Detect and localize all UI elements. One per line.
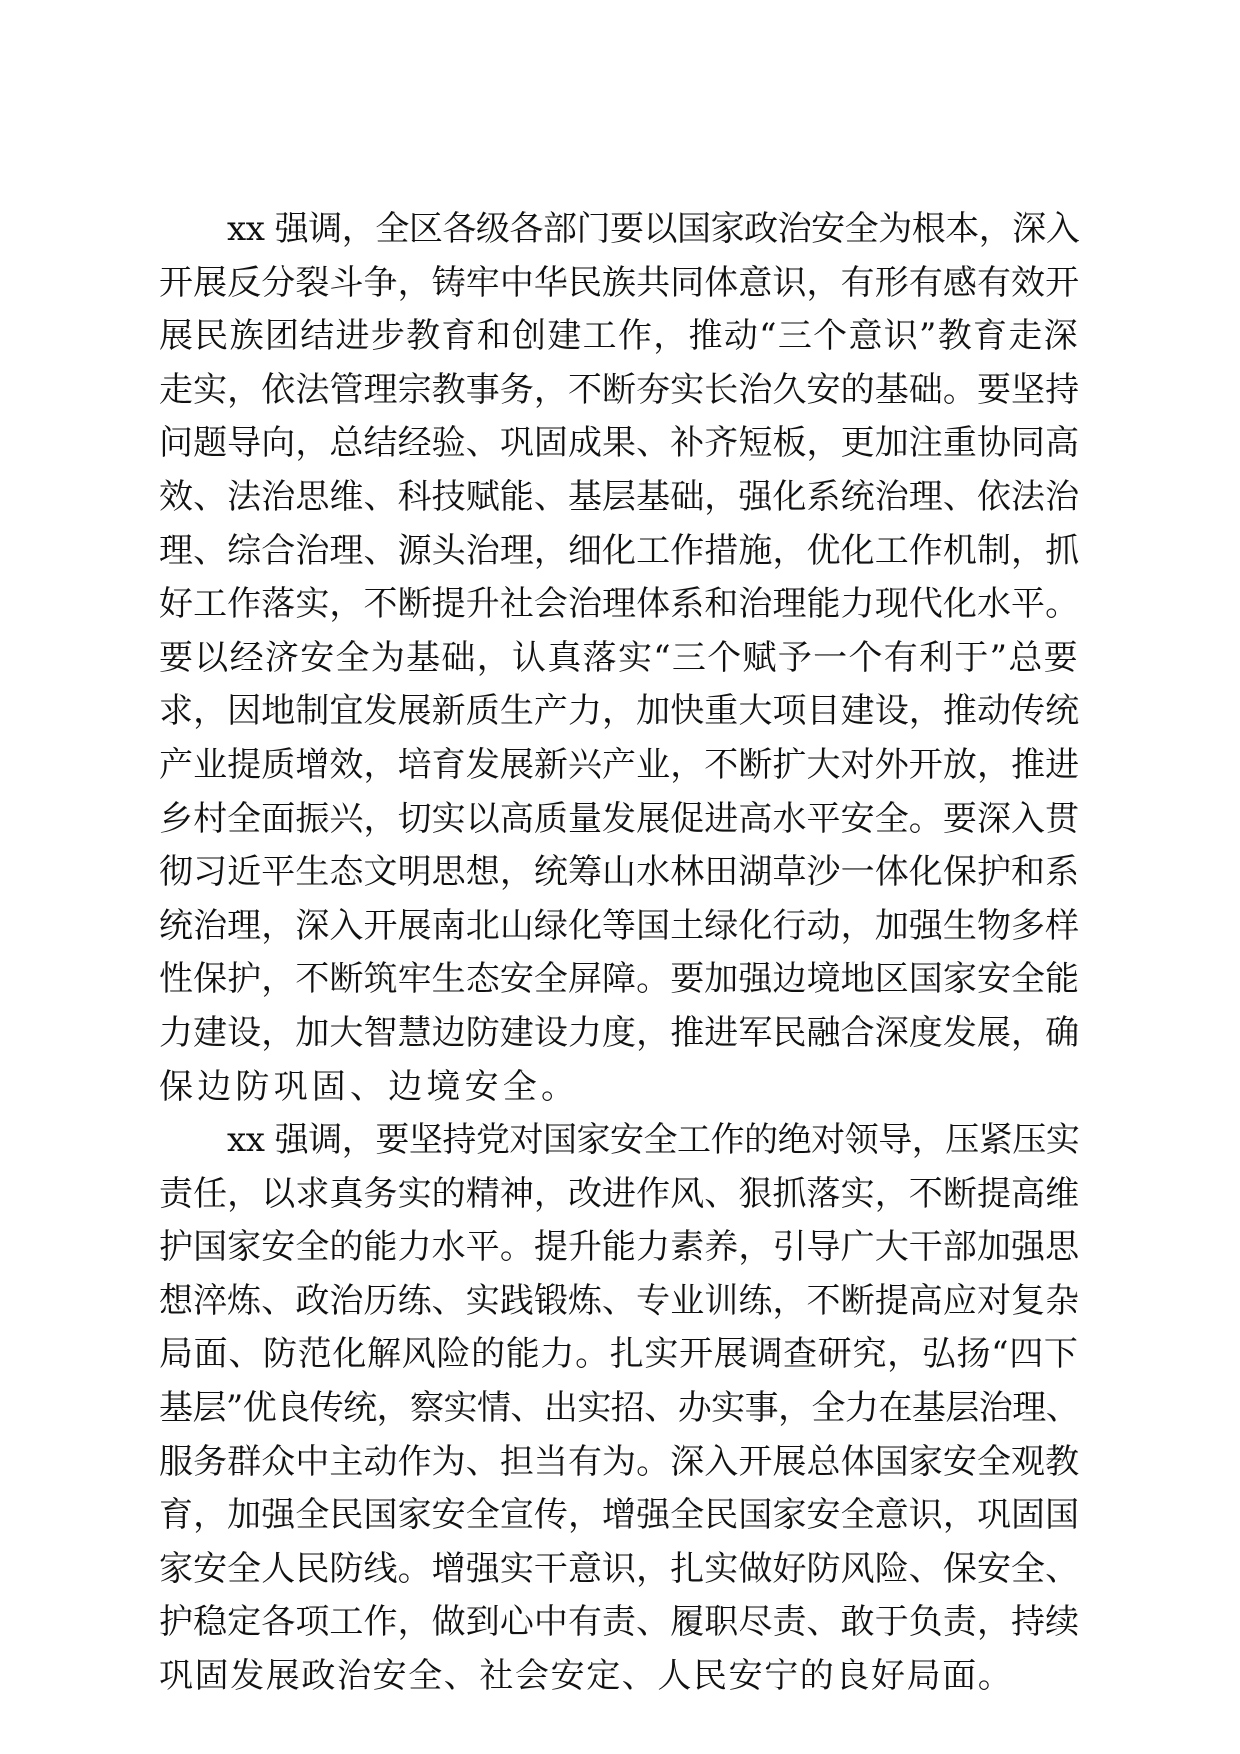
paragraph-2-line-11: 巩固发展政治安全、社会安定、人民安宁的良好局面。 — [159, 1656, 1014, 1697]
paragraph-2-line-1: xx 强调，要坚持党对国家安全工作的绝对领导，压紧压实 — [227, 1120, 1080, 1161]
paragraph-1-line-9: 要以经济安全为基础，认真落实“三个赋予一个有利于”总要 — [159, 637, 1079, 678]
paragraph-1-line-10: 求，因地制宜发展新质生产力，加快重大项目建设，推动传统 — [159, 691, 1080, 732]
paragraph-2-line-6: 基层”优良传统，察实情、出实招、办实事，全力在基层治理、 — [159, 1388, 1080, 1429]
paragraph-1-line-6: 效、法治思维、科技赋能、基层基础，强化系统治理、依法治 — [159, 476, 1080, 517]
paragraph-2-line-5: 局面、防范化解风险的能力。扎实开展调查研究，弘扬“四下 — [159, 1334, 1079, 1375]
paragraph-1 — [159, 203, 1079, 1114]
paragraph-1-line-16: 力建设，加大智慧边防建设力度，推进军民融合深度发展，确 — [159, 1012, 1080, 1053]
paragraph-1-line-7: 理、综合治理、源头治理，细化工作措施，优化工作机制，抓 — [159, 530, 1080, 571]
paragraph-1-line-5: 问题导向，总结经验、巩固成果、补齐短板，更加注重协同高 — [159, 423, 1080, 464]
paragraph-2-line-2: 责任，以求真务实的精神，改进作风、狠抓落实，不断提高维 — [159, 1173, 1080, 1214]
paragraph-1-line-2: 开展反分裂斗争，铸牢中华民族共同体意识，有形有感有效开 — [159, 262, 1080, 303]
paragraph-2-line-7: 服务群众中主动作为、担当有为。深入开展总体国家安全观教 — [159, 1441, 1080, 1482]
paragraph-1-line-14: 统治理，深入开展南北山绿化等国土绿化行动，加强生物多样 — [159, 905, 1080, 946]
paragraph-1-line-12: 乡村全面振兴，切实以高质量发展促进高水平安全。要深入贯 — [159, 798, 1080, 839]
paragraph-1-line-8: 好工作落实，不断提升社会治理体系和治理能力现代化水平。 — [159, 584, 1080, 625]
paragraph-1-line-15: 性保护，不断筑牢生态安全屏障。要加强边境地区国家安全能 — [159, 959, 1080, 1000]
paragraph-2-line-8: 育，加强全民国家安全宣传，增强全民国家安全意识，巩固国 — [159, 1495, 1080, 1536]
paragraph-1-line-11: 产业提质增效，培育发展新兴产业，不断扩大对外开放，推进 — [159, 744, 1080, 785]
document-body — [159, 203, 1079, 1704]
paragraph-1-line-3: 展民族团结进步教育和创建工作，推动“三个意识”教育走深 — [159, 316, 1079, 357]
paragraph-2-line-3: 护国家安全的能力水平。提升能力素养，引导广大干部加强思 — [159, 1227, 1080, 1268]
paragraph-2-line-10: 护稳定各项工作，做到心中有责、履职尽责、敢于负责，持续 — [159, 1602, 1080, 1643]
paragraph-1-line-4: 走实，依法管理宗教事务，不断夯实长治久安的基础。要坚持 — [159, 369, 1080, 410]
paragraph-2 — [159, 1114, 1079, 1704]
paragraph-2-line-9: 家安全人民防线。增强实干意识，扎实做好防风险、保安全、 — [159, 1548, 1080, 1589]
paragraph-1-line-13: 彻习近平生态文明思想，统筹山水林田湖草沙一体化保护和系 — [159, 852, 1080, 893]
paragraph-1-line-17: 保边防巩固、边境安全。 — [159, 1066, 580, 1107]
paragraph-2-line-4: 想淬炼、政治历练、实践锻炼、专业训练，不断提高应对复杂 — [159, 1280, 1080, 1321]
paragraph-1-line-1: xx 强调，全区各级各部门要以国家政治安全为根本，深入 — [227, 209, 1080, 249]
